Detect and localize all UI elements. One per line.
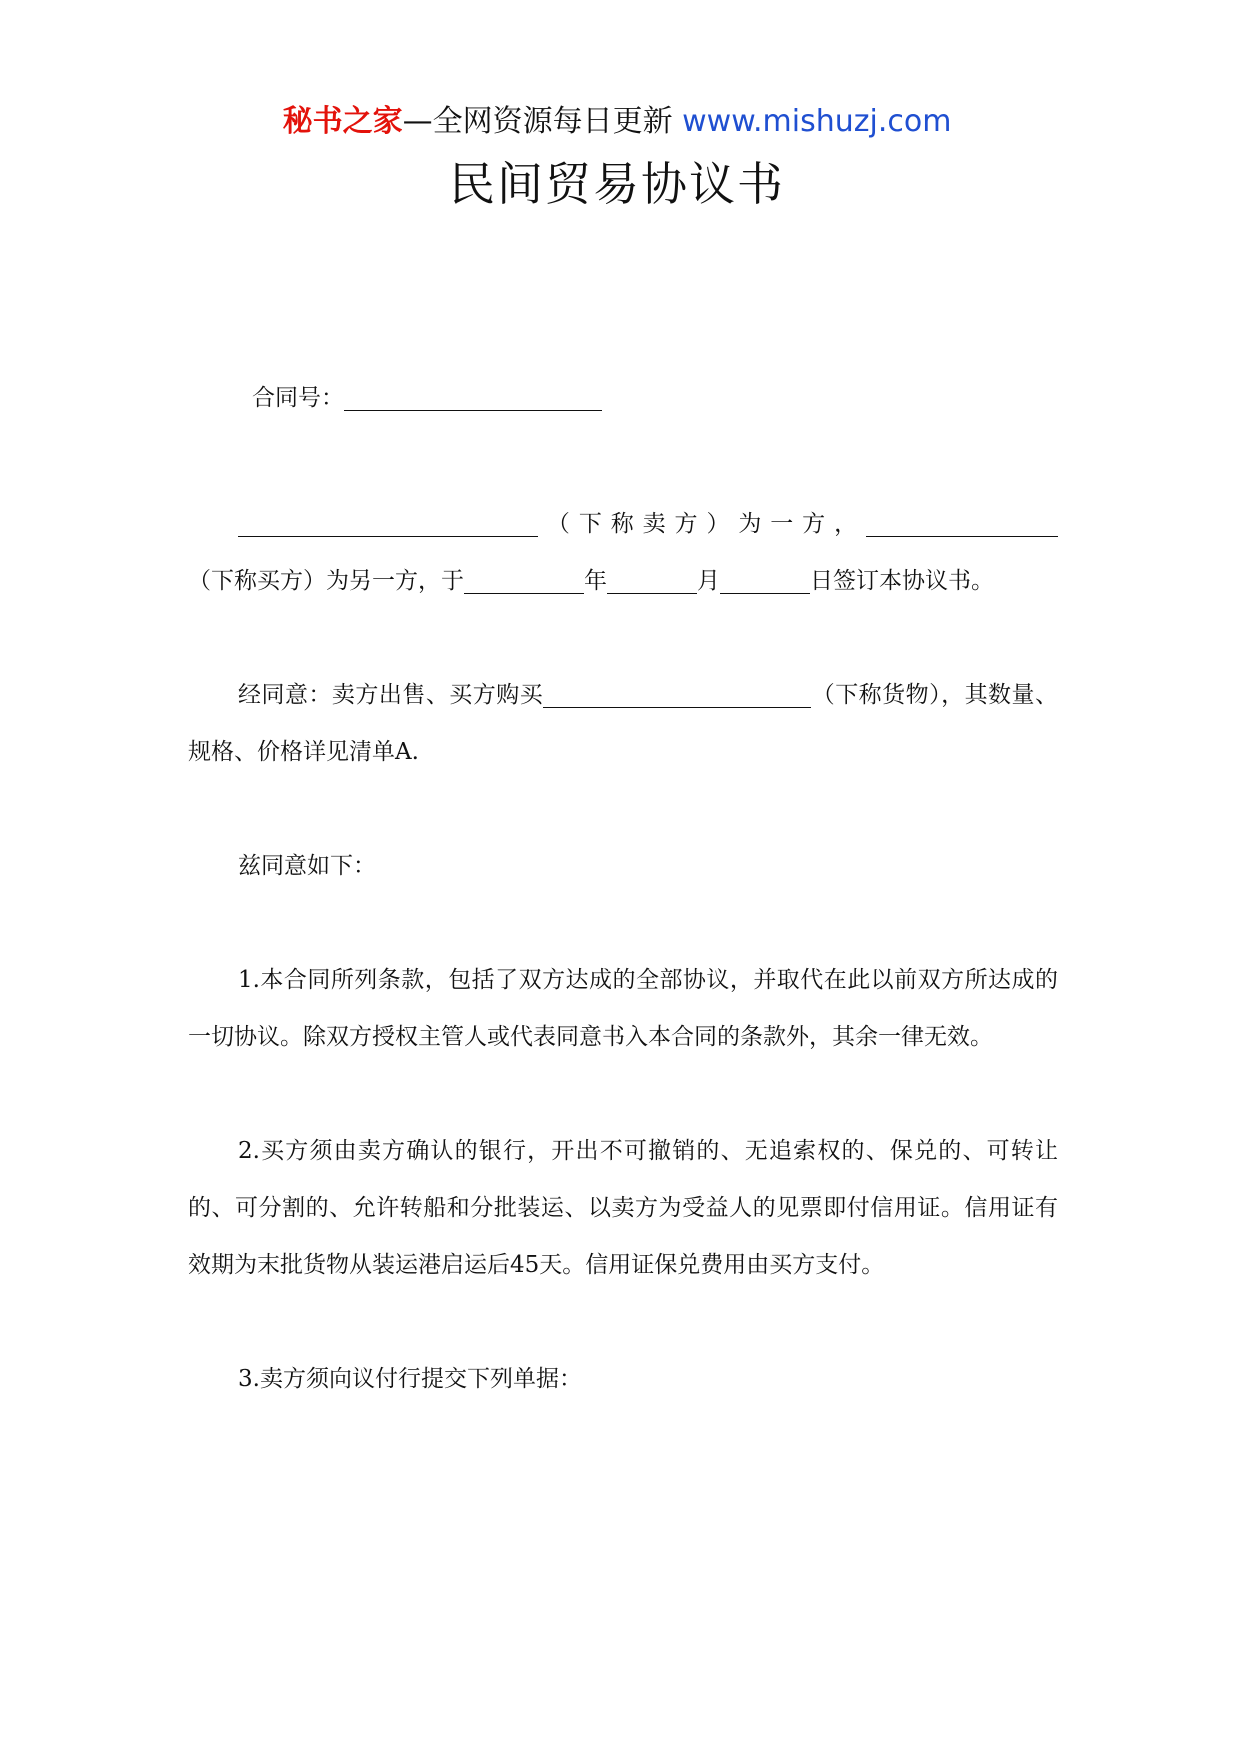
year-blank xyxy=(464,567,584,594)
year-label: 年 xyxy=(584,568,607,594)
site-brand: 秘书之家 xyxy=(282,104,403,139)
seller-name-blank xyxy=(238,510,538,537)
contract-number-line xyxy=(188,370,1058,427)
agreement-suffix: （下称货物），其数量、规格、价格详见清单A. xyxy=(188,682,1059,765)
document-body xyxy=(188,370,1058,1465)
clause-3: 3.卖方须向议付行提交下列单据： xyxy=(238,1366,582,1392)
buyer-name-blank xyxy=(866,510,1058,537)
site-url-link[interactable]: www.mishuzj.com xyxy=(682,104,952,139)
buyer-date-segment xyxy=(188,568,810,594)
contract-number-label: 合同号： xyxy=(252,385,344,411)
site-slogan: —全网资源每日更新 xyxy=(402,104,673,139)
day-suffix: 日签订本协议书。 xyxy=(810,568,994,594)
agreed-intro: 兹同意如下： xyxy=(238,853,376,879)
goods-blank xyxy=(543,681,811,708)
month-label: 月 xyxy=(697,568,720,594)
clause-1: 1.本合同所列条款，包括了双方达成的全部协议，并取代在此以前双方所达成的一切协议。除双方授权主管人或代表同意书入本合同的条款外，其余一律无效。 xyxy=(188,967,1058,1050)
seller-suffix: （下称卖方）为一方， xyxy=(538,511,866,537)
agreement-prefix: 经同意：卖方出售、买方购买 xyxy=(238,682,544,708)
buyer-suffix: （下称买方）为另一方，于 xyxy=(188,568,464,594)
site-header xyxy=(0,100,1234,144)
agreement-paragraph xyxy=(188,667,1058,781)
day-blank xyxy=(720,567,810,594)
clause-2: 2.买方须由卖方确认的银行，开出不可撤销的、无追索权的、保兑的、可转让的、可分割的、允许转船和分批装运、以卖方为受益人的见票即付信用证。信用证有效期为末批货物从装运港启运后45天。信用证保兑费用由买方支付。 xyxy=(188,1138,1058,1278)
parties-paragraph xyxy=(188,496,1058,610)
document-title: 民间贸易协议书 xyxy=(449,157,785,211)
contract-number-blank xyxy=(344,384,602,411)
month-blank xyxy=(607,567,697,594)
